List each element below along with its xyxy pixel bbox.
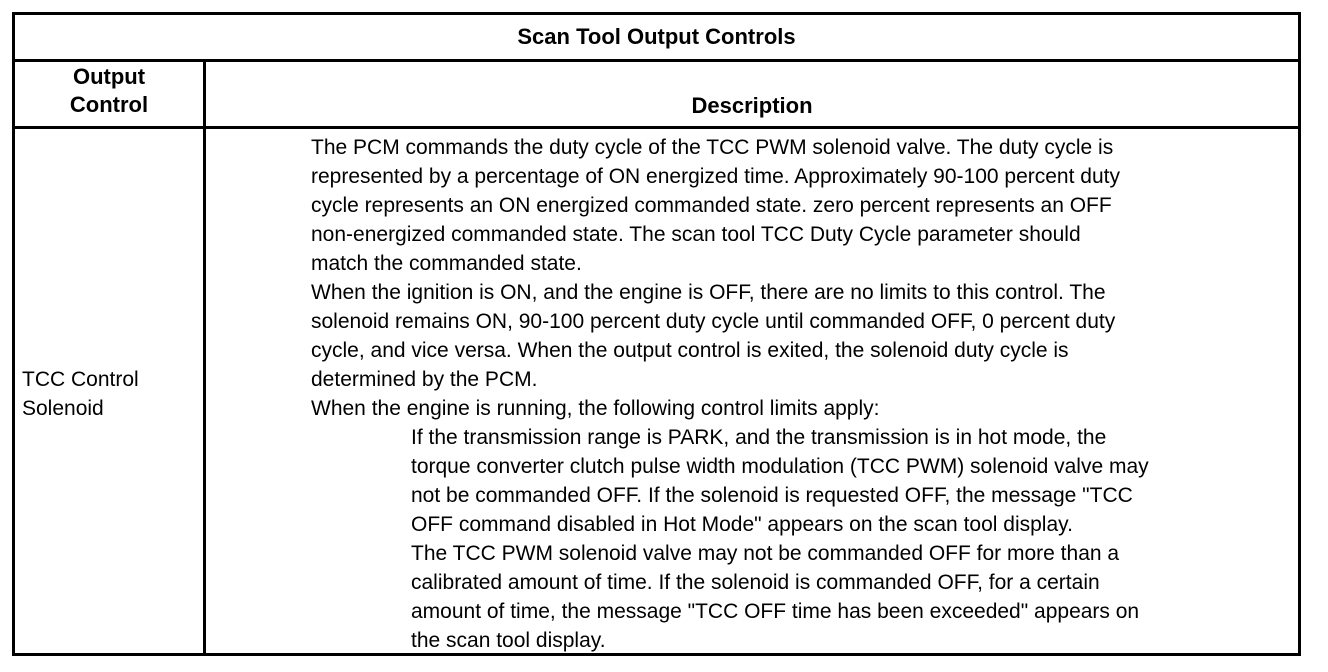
output-controls-table [12, 12, 1301, 656]
description-paragraph: The PCM commands the duty cycle of the TCC PWM solenoid valve. The duty cycle is represented by a percentage of ON energized time. Approximately 90-100 percent duty cycle represents an ON energized commanded state. zero percent represents an OFF non-energized commanded state. The scan tool TCC Duty Cycle parameter should match the commanded state. [311, 136, 1120, 275]
cell-description [311, 133, 1290, 655]
description-paragraph: When the engine is running, the following control limits apply: [311, 397, 880, 420]
table-title: Scan Tool Output Controls [15, 15, 1298, 62]
cell-output-control: TCC Control Solenoid [22, 368, 139, 420]
table-row [15, 129, 1298, 653]
header-row [15, 59, 1298, 129]
description-paragraph: When the ignition is ON, and the engine is OFF, there are no limits to this control. The solenoid remains ON, 90-100 percent duty cycle until commanded OFF, 0 percent duty cycle, and vice versa. When the output control is exited, the solenoid duty cycle is determined by the PCM. [311, 281, 1116, 391]
header-description: Description [691, 93, 813, 118]
header-output-control: Output Control [69, 64, 149, 117]
control-limit-item: The TCC PWM solenoid valve may not be commanded OFF for more than a calibrated amount of time. If the solenoid is commanded OFF, for a certain amount of time, the message "TCC OFF time has been exceeded" appears on the scan tool display. [411, 542, 1140, 652]
control-limit-item: If the transmission range is PARK, and the transmission is in hot mode, the torque converter clutch pulse width modulation (TCC PWM) solenoid valve may not be commanded OFF. If the solenoid is requested OFF, the message "TCC OFF command disabled in Hot Mode" appears on the scan tool display. [411, 426, 1149, 536]
